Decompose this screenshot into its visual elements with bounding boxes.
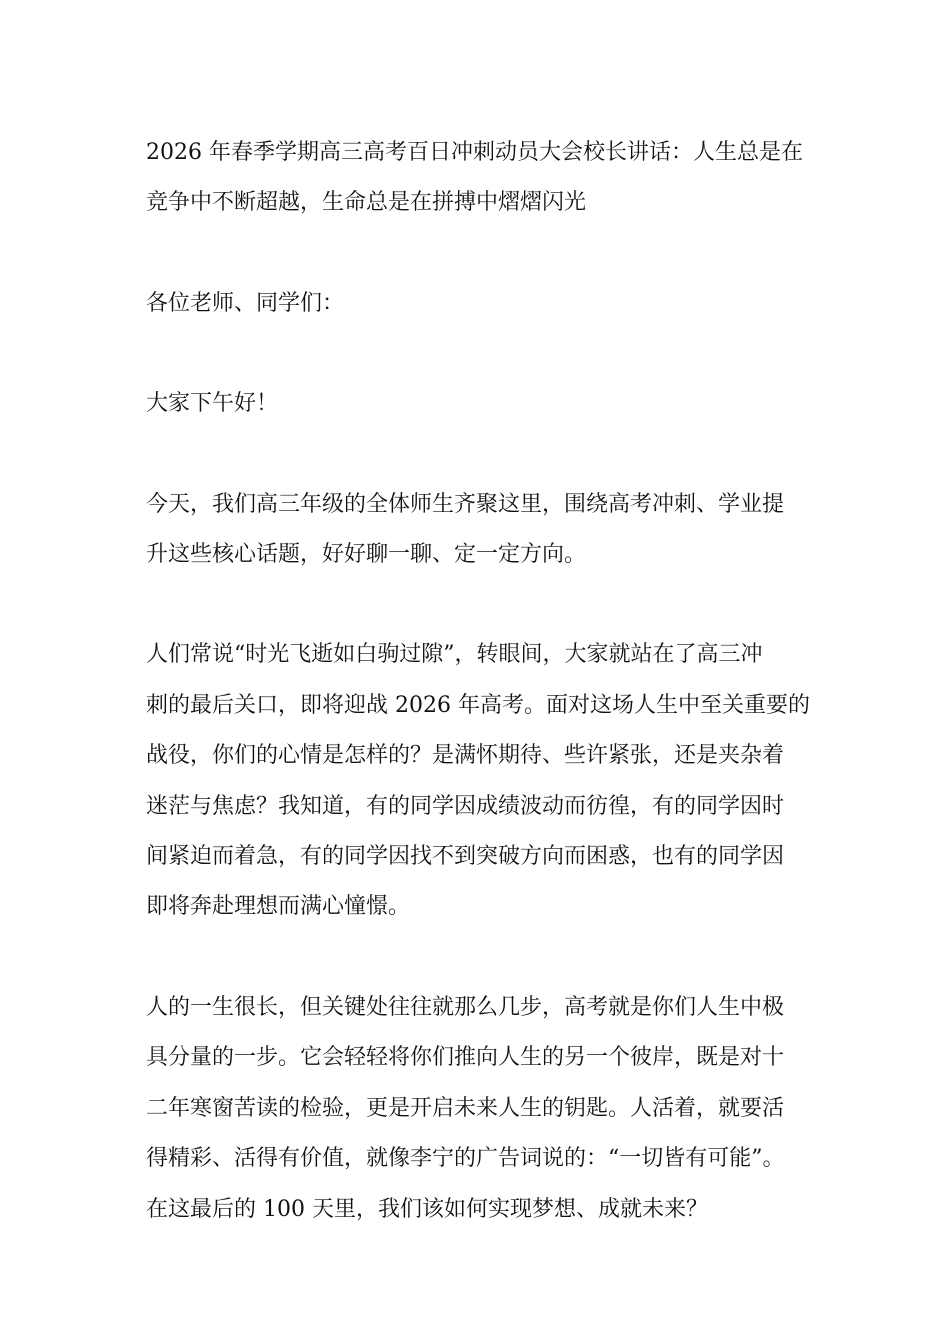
paragraph-line: 得精彩、活得有价值，就像李宁的广告词说的：“一切皆有可能”。 xyxy=(146,1146,785,1172)
paragraph-line: 刺的最后关口，即将迎战 2026 年高考。面对这场人生中至关重要的 xyxy=(146,692,810,718)
title-line: 竞争中不断超越，生命总是在拼搏中熠熠闪光 xyxy=(146,190,587,216)
paragraph-line: 即将奔赴理想而满心憧憬。 xyxy=(146,894,411,920)
greeting xyxy=(146,379,810,429)
paragraph-line: 升这些核心话题，好好聊一聊、定一定方向。 xyxy=(146,542,587,568)
paragraph-3 xyxy=(146,983,810,1235)
paragraph-line: 迷茫与焦虑？我知道，有的同学因成绩波动而彷徨，有的同学因时 xyxy=(146,793,785,819)
document-title xyxy=(146,128,810,229)
document-body xyxy=(146,128,810,1235)
salutation-text: 各位老师、同学们： xyxy=(146,290,345,316)
paragraph-line: 间紧迫而着急，有的同学因找不到突破方向而困惑，也有的同学因 xyxy=(146,844,785,870)
paragraph-1 xyxy=(146,480,810,581)
title-line: 2026 年春季学期高三高考百日冲刺动员大会校长讲话：人生总是在 xyxy=(146,140,803,165)
paragraph-line: 人们常说“时光飞逝如白驹过隙”，转眼间，大家就站在了高三冲 xyxy=(146,642,763,668)
paragraph-line: 具分量的一步。它会轻轻将你们推向人生的另一个彼岸，既是对十 xyxy=(146,1045,785,1071)
paragraph-line: 在这最后的 100 天里，我们该如何实现梦想、成就未来？ xyxy=(146,1196,708,1222)
greeting-text: 大家下午好！ xyxy=(146,391,279,417)
paragraph-line: 战役，你们的心情是怎样的？是满怀期待、些许紧张，还是夹杂着 xyxy=(146,743,785,769)
paragraph-line: 今天，我们高三年级的全体师生齐聚这里，围绕高考冲刺、学业提 xyxy=(146,491,785,517)
paragraph-line: 二年寒窗苦读的检验，更是开启未来人生的钥匙。人活着，就要活 xyxy=(146,1095,785,1121)
paragraph-line: 人的一生很长，但关键处往往就那么几步，高考就是你们人生中极 xyxy=(146,994,785,1020)
paragraph-2 xyxy=(146,630,810,932)
salutation xyxy=(146,279,810,329)
